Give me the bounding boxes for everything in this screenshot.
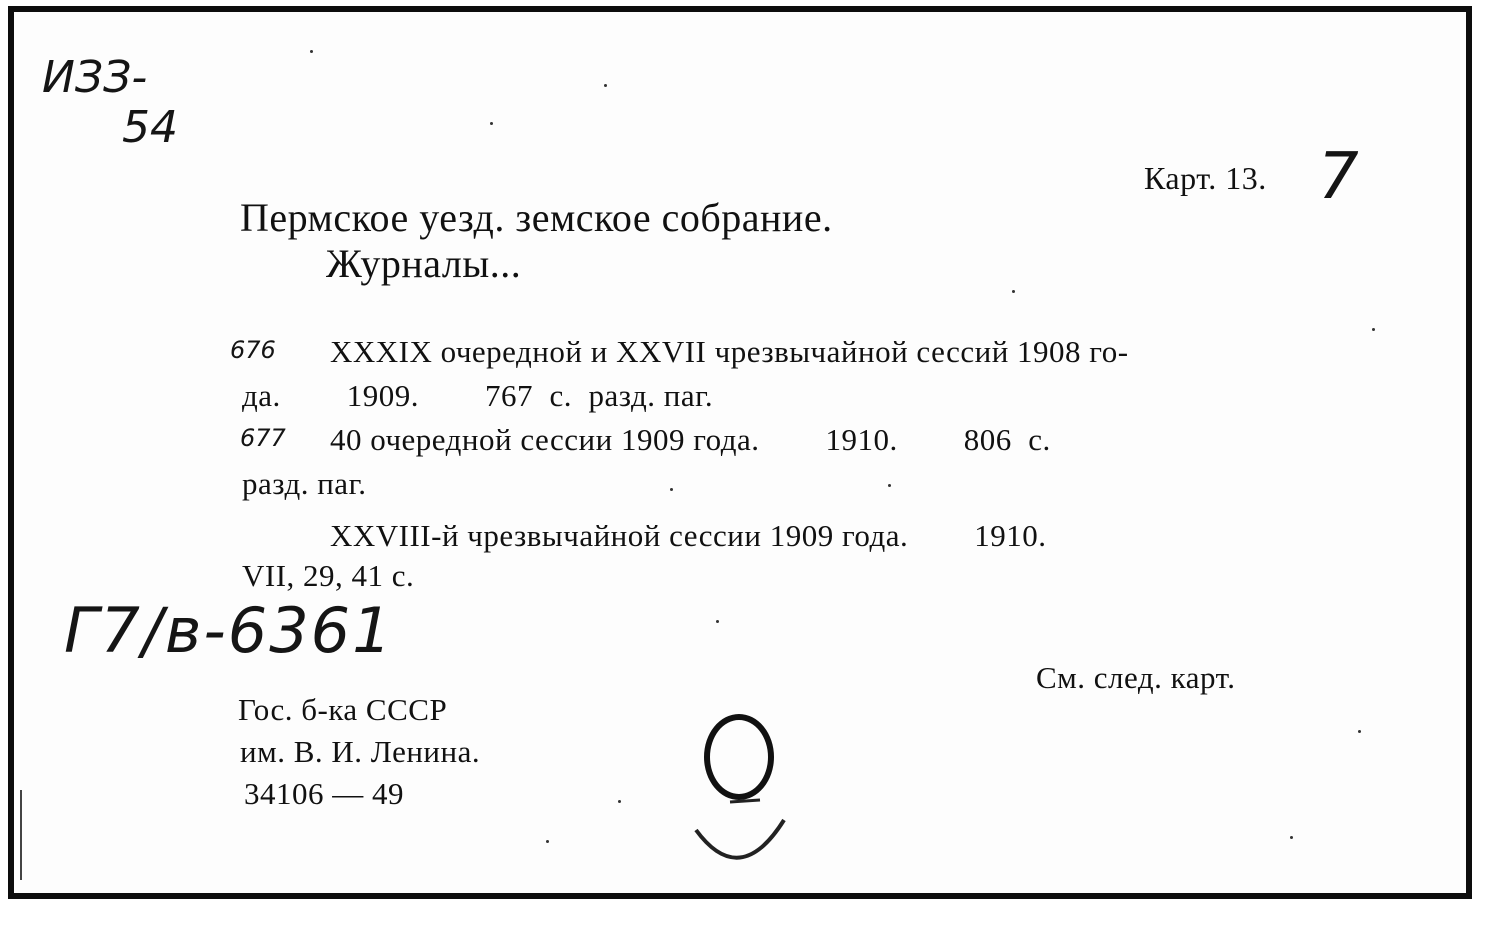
handwritten-margin-mark-2: 677 bbox=[240, 424, 286, 452]
handwritten-call-number: Г7/в-6361 bbox=[64, 594, 394, 667]
entry-2-line-2: разд. паг. bbox=[242, 466, 367, 501]
scan-speck bbox=[310, 50, 313, 53]
library-stamp-line-3: 34106 — 49 bbox=[244, 776, 404, 811]
scan-speck bbox=[490, 122, 493, 125]
library-stamp-line-1: Гос. б-ка СССР bbox=[238, 692, 448, 727]
scan-speck bbox=[670, 488, 673, 491]
card-label: Карт. 13. bbox=[1144, 160, 1267, 196]
entry-1-line-2: да. 1909. 767 с. разд. паг. bbox=[242, 378, 714, 413]
scan-speck bbox=[546, 840, 549, 843]
scan-speck bbox=[604, 84, 607, 87]
scan-speck bbox=[716, 620, 719, 623]
handwritten-margin-mark-1: 676 bbox=[230, 336, 276, 364]
scan-speck bbox=[1290, 836, 1293, 839]
scan-speck bbox=[618, 800, 621, 803]
card-heading: Пермское уезд. земское собрание. bbox=[240, 195, 833, 240]
library-stamp-line-2: им. В. И. Ленина. bbox=[240, 734, 481, 769]
handwritten-number-bottom: 54 bbox=[122, 102, 178, 153]
entry-2-line-1: 40 очередной сессии 1909 года. 1910. 806 с. bbox=[330, 422, 1051, 457]
entry-1-line-1: XXXIX очередной и XXVII чрезвычайной сессий 1908 го- bbox=[330, 334, 1129, 369]
scan-speck bbox=[888, 484, 891, 487]
handwritten-number-top: ИЗЗ- bbox=[42, 52, 148, 103]
punch-hole-arc bbox=[690, 790, 790, 870]
scan-speck bbox=[1358, 730, 1361, 733]
entry-3-line-2: VII, 29, 41 с. bbox=[242, 558, 415, 593]
card-subheading: Журналы... bbox=[326, 241, 522, 286]
scan-speck bbox=[1372, 328, 1375, 331]
see-next-card: См. след. карт. bbox=[1036, 660, 1236, 695]
punch-hole bbox=[704, 714, 774, 800]
handwritten-card-suffix: 7 bbox=[1318, 140, 1359, 214]
scan-speck bbox=[1012, 290, 1015, 293]
entry-3-line-1: XXVIII-й чрезвычайной сессии 1909 года. 1910. bbox=[330, 518, 1047, 553]
margin-line bbox=[20, 790, 22, 880]
